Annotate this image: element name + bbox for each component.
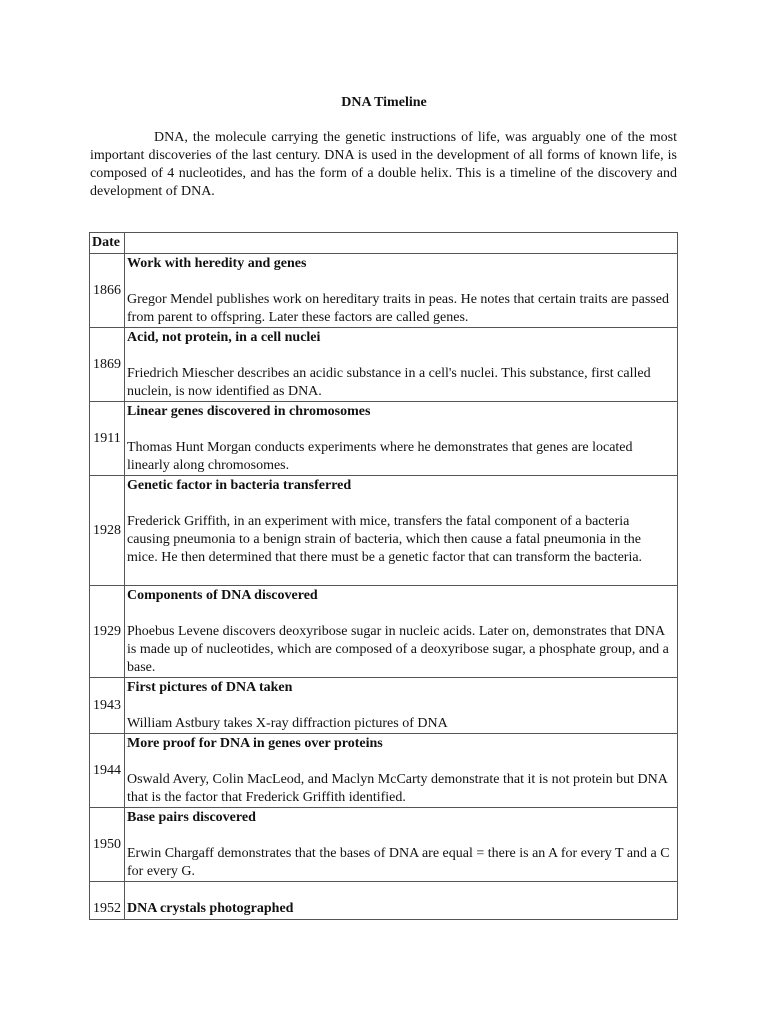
row-event: [125, 734, 678, 808]
intro-paragraph: DNA, the molecule carrying the genetic instructions of life, was arguably one of the most important discoveries of the last century. DNA is used in the development of all forms of known life, is composed of 4 nucleotides, and has the form of a double helix. This is a timeline of the discovery and development of DNA.: [90, 130, 677, 199]
row-date: 1928: [90, 476, 125, 586]
table-row: [90, 734, 678, 808]
row-event: [125, 402, 678, 476]
event-description: Erwin Chargaff demonstrates that the bases of DNA are equal = there is an A for every T and a C for every G.: [127, 846, 670, 879]
event-title: DNA crystals photographed: [127, 901, 294, 916]
event-title: More proof for DNA in genes over proteins: [127, 736, 383, 751]
row-event: [125, 328, 678, 402]
row-event: [125, 586, 678, 678]
row-event: [125, 882, 678, 920]
event-title: Work with heredity and genes: [127, 256, 307, 271]
table-row: [90, 678, 678, 734]
event-title: Acid, not protein, in a cell nuclei: [127, 330, 321, 345]
table-row: [90, 476, 678, 586]
table-row: [90, 808, 678, 882]
row-date: 1869: [90, 328, 125, 402]
event-title: Linear genes discovered in chromosomes: [127, 404, 371, 419]
event-description: Gregor Mendel publishes work on hereditary traits in peas. He notes that certain traits are passed from parent to offspring. Later these factors are called genes.: [127, 292, 669, 325]
row-date: 1944: [90, 734, 125, 808]
row-event: [125, 254, 678, 328]
table-header-row: [90, 233, 678, 254]
event-title: Genetic factor in bacteria transferred: [127, 478, 352, 493]
row-date: 1943: [90, 678, 125, 734]
row-event: [125, 476, 678, 586]
event-description: Frederick Griffith, in an experiment with mice, transfers the fatal component of a bacteria causing pneumonia to a benign strain of bacteria, which then cause a fatal pneumonia in the mice. He then determined that there must be a genetic factor that can transform the bacteria.: [127, 514, 643, 565]
row-event: [125, 678, 678, 734]
table-row: [90, 402, 678, 476]
table-row: [90, 254, 678, 328]
table-row: [90, 586, 678, 678]
event-description: Thomas Hunt Morgan conducts experiments where he demonstrates that genes are located linearly along chromosomes.: [127, 440, 633, 473]
event-description: William Astbury takes X-ray diffraction pictures of DNA: [127, 716, 448, 731]
timeline-table: [89, 232, 678, 920]
event-description: Oswald Avery, Colin MacLeod, and Maclyn McCarty demonstrate that it is not protein but DNA that is the factor that Frederick Griffith identified.: [127, 772, 668, 805]
header-date: Date: [90, 233, 125, 254]
header-event: [125, 233, 678, 254]
event-title: First pictures of DNA taken: [127, 680, 293, 695]
row-date: 1950: [90, 808, 125, 882]
row-date: 1866: [90, 254, 125, 328]
row-date: 1952: [90, 882, 125, 920]
event-title: Components of DNA discovered: [127, 588, 318, 603]
event-description: Phoebus Levene discovers deoxyribose sugar in nucleic acids. Later on, demonstrates that DNA is made up of nucleotides, which are composed of a deoxyribose sugar, a phosphate group, and a base.: [127, 624, 669, 675]
event-title: Base pairs discovered: [127, 810, 256, 825]
table-row: [90, 882, 678, 920]
table-row: [90, 328, 678, 402]
document-title: DNA Timeline: [341, 95, 427, 110]
row-event: [125, 808, 678, 882]
row-date: 1929: [90, 586, 125, 678]
row-date: 1911: [90, 402, 125, 476]
event-description: Friedrich Miescher describes an acidic substance in a cell's nuclei. This substance, first called nuclein, is now identified as DNA.: [127, 366, 651, 399]
